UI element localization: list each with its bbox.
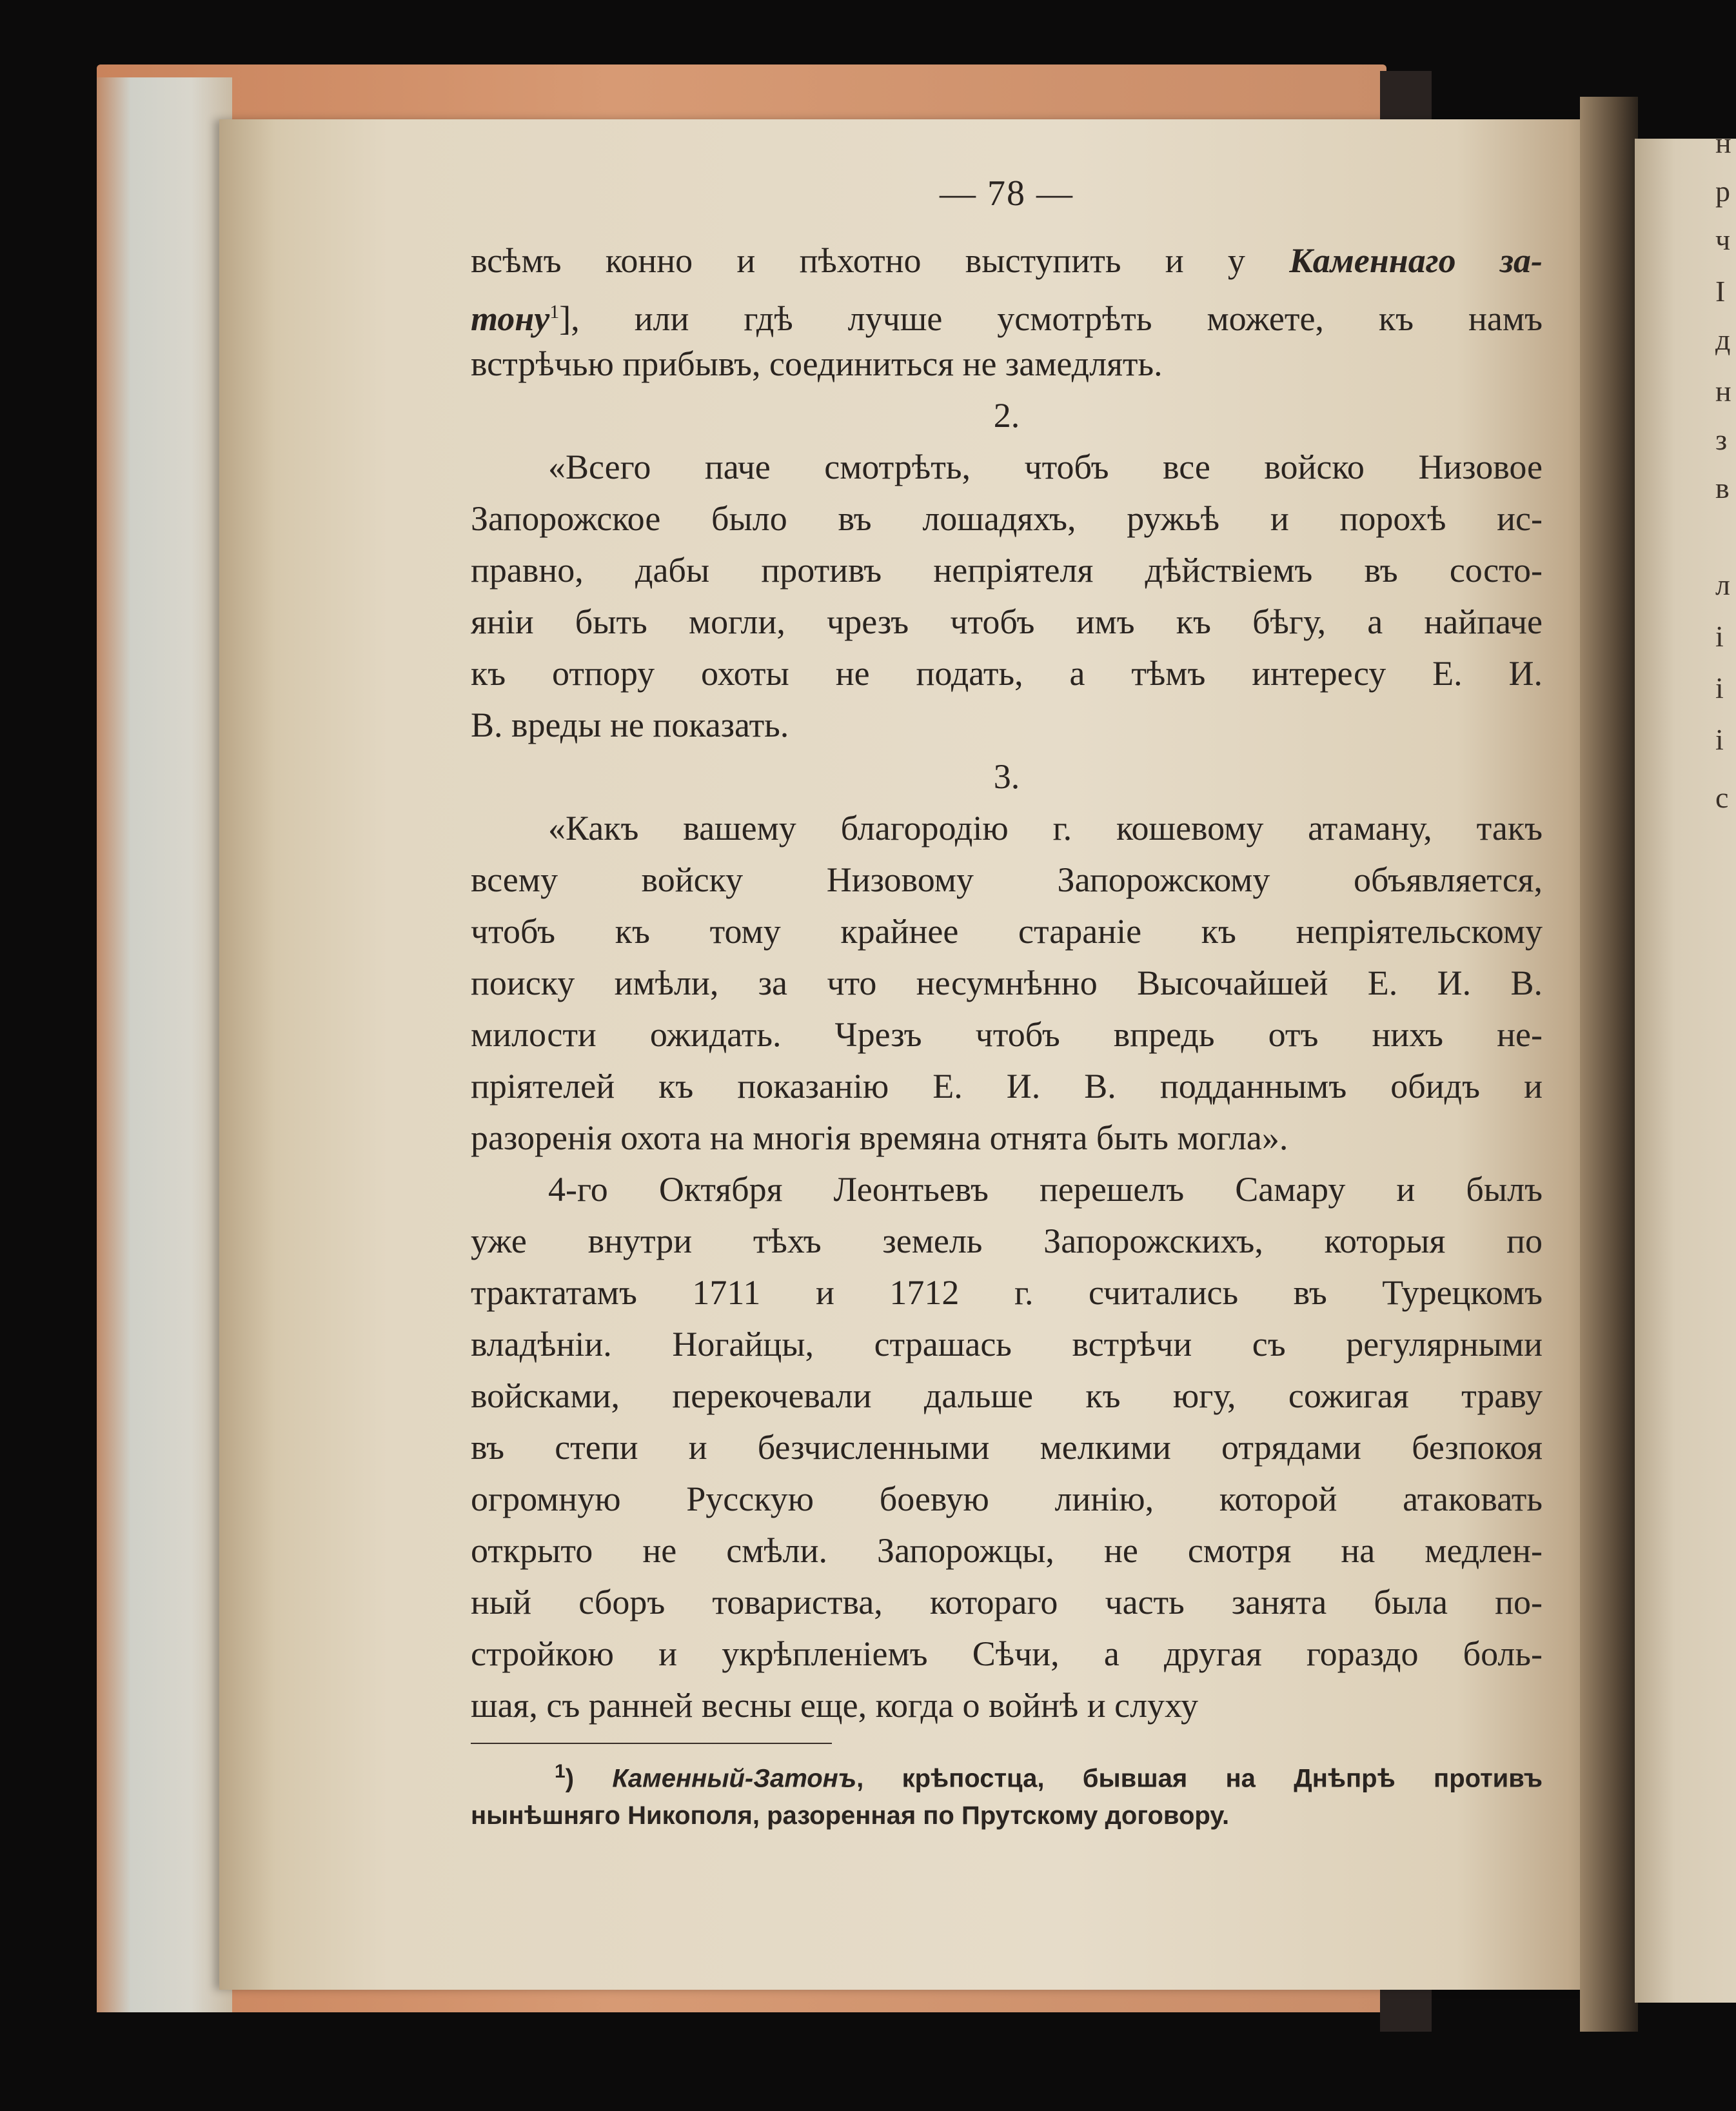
paragraph-section-3 [471,802,1543,1164]
facing-page-letter: з [1715,423,1728,456]
facing-page-letter: ч [1715,223,1731,256]
text-line: войсками, перекочевали дальше къ югу, сожигая траву [471,1376,1543,1415]
text-line: огромную Русскую боевую линію, которой атаковать [471,1480,1543,1518]
paragraph-narrative [471,1164,1543,1731]
facing-page-letter: і [1715,620,1724,653]
text-line: яніи быть могли, чрезъ чтобъ имъ къ бѣгу, а найпаче [471,602,1543,641]
facing-page-letter: д [1715,323,1731,356]
text-line: милости ожидать. Чрезъ чтобъ впредь отъ нихъ не- [471,1015,1543,1054]
footnote [471,1753,1543,1834]
facing-page-letter: л [1715,568,1730,601]
text-line: встрѣчью прибывъ, соединиться не замедлять. [471,344,1163,383]
text-line: шая, съ ранней весны еще, когда о войнѣ и слуху [471,1686,1198,1725]
text-line: уже внутри тѣхъ земель Запорожскихъ, которыя по [471,1222,1543,1260]
paragraph-section-2 [471,441,1543,751]
facing-page-letter: і [1715,671,1724,704]
text-line: тону$^1$], или гдѣ лучше усмотрѣть можете, къ намъ [471,299,1543,338]
text-line: въ степи и безчисленными мелкими отрядами безпокоя [471,1428,1543,1467]
facing-page-letter: і [1715,723,1724,756]
page-number: — 78 — [940,173,1074,213]
text-line: ный сборъ товариства, котораго часть занята была по- [471,1583,1543,1621]
facing-page-letter: р [1715,175,1730,208]
text-line: чтобъ къ тому крайнее стараніе къ непріятельскому [471,912,1543,951]
text-line: Запорожское было въ лошадяхъ, ружьѣ и порохѣ ис- [471,499,1543,538]
book-gutter [1580,97,1638,2032]
text-line: поиску имѣли, за что несумнѣнно Высочайшей Е. И. В. [471,964,1543,1002]
text-line: всему войску Низовому Запорожскому объявляется, [471,860,1543,899]
text-line: 4-го Октября Леонтьевъ перешелъ Самару и былъ [548,1170,1543,1209]
text-line: правно, дабы противъ непріятеля дѣйствіемъ въ состо- [471,551,1543,590]
text-line: «Какъ вашему благородію г. кошевому атаману, такъ [548,809,1543,847]
text-line: всѣмъ конно и пѣхотно выступить и у Каменнаго за- [471,241,1543,280]
text-line: «Всего паче смотрѣть, чтобъ все войско Низовое [548,448,1543,486]
book-page-edges [97,77,232,2012]
text-line: разоренія охота на многія времяна отнята быть могла». [471,1118,1288,1157]
facing-page-letter: в [1715,471,1730,504]
text-line: В. вреды не показать. [471,706,789,744]
facing-page-letter: с [1715,781,1729,814]
text-line: стройкою и укрѣпленіемъ Сѣчи, а другая гораздо боль- [471,1634,1543,1673]
paragraph-intro [471,235,1543,390]
text-line: трактатамъ 1711 и 1712 г. считались въ Турецкомъ [471,1273,1543,1312]
section-number: 2. [993,396,1020,435]
text-line: къ отпору охоты не подать, а тѣмъ интересу Е. И. [471,654,1543,693]
facing-page-edge [1635,139,1736,2003]
text-line: владѣніи. Ногайцы, страшась встрѣчи съ регулярными [471,1325,1543,1363]
text-line: пріятелей къ показанію Е. И. В. подданнымъ обидъ и [471,1067,1543,1105]
facing-page-letter: I [1715,275,1726,308]
text-line: открыто не смѣли. Запорожцы, не смотря на медлен- [471,1531,1543,1570]
footnote-marker: 1 [549,301,560,322]
section-number: 3. [993,757,1020,796]
facing-page-letter: н [1715,375,1731,408]
footnote-line: $^1$) Каменный-Затонъ, крѣпостца, бывшая на Днѣпрѣ противъ [555,1761,1543,1793]
footnote-line: нынѣшняго Никополя, разоренная по Прутскому договору. [471,1801,1230,1830]
facing-page-letter: н [1715,126,1731,159]
footnote-divider [471,1743,832,1744]
page-text [471,168,1543,1834]
